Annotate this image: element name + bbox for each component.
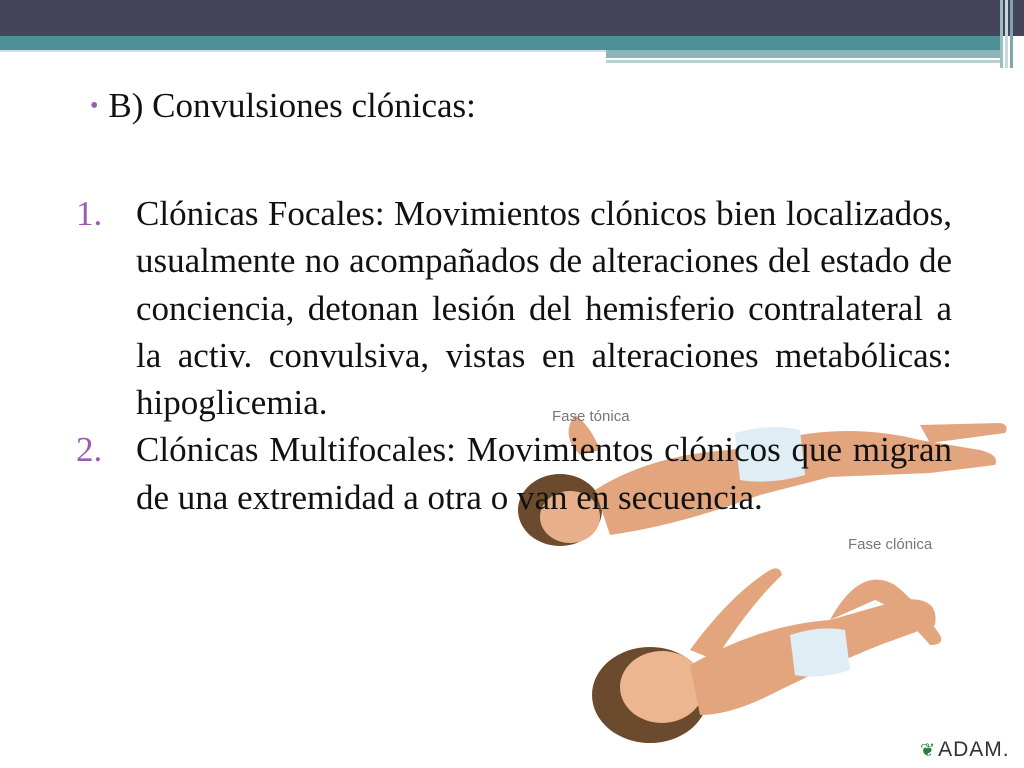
list-item-text: Clónicas Multifocales: Movimientos clónicos que migran de una extremidad a otra o van en secuencia.: [136, 430, 952, 517]
slide-heading: [90, 86, 476, 126]
header-thin-line: [0, 50, 606, 52]
list-item-text: Clónicas Focales: Movimientos clónicos bien localizados, usualmente no acompañados de alteraciones del estado de conciencia, detonan lesión del hemisferio contralateral a la activ. convulsiva, vistas en alteraciones metabólicas: hipoglicemia.: [136, 194, 952, 422]
header-thin-line-right: [606, 60, 1000, 63]
list-item-number: 1.: [76, 194, 103, 233]
list-item: [76, 426, 952, 521]
logo-text: ADAM.: [938, 738, 1010, 761]
adam-logo: [920, 738, 1010, 762]
list-item: [76, 190, 952, 426]
header-stripes: [1000, 0, 1020, 68]
heading-text: B) Convulsiones clónicas:: [108, 86, 476, 125]
bullet-icon: •: [90, 93, 99, 119]
numbered-list: [0, 190, 1024, 521]
list-item-number: 2.: [76, 430, 103, 470]
leaf-icon: ❦: [920, 740, 937, 760]
caption-tonic-phase: Fase tónica: [552, 408, 630, 425]
caption-clonic-phase: Fase clónica: [848, 536, 933, 553]
header-bar: [0, 0, 1024, 36]
header-accent-bar: [0, 36, 1000, 50]
clonic-phase-figure: [592, 568, 941, 743]
header-accent-bar-right: [606, 50, 1000, 58]
